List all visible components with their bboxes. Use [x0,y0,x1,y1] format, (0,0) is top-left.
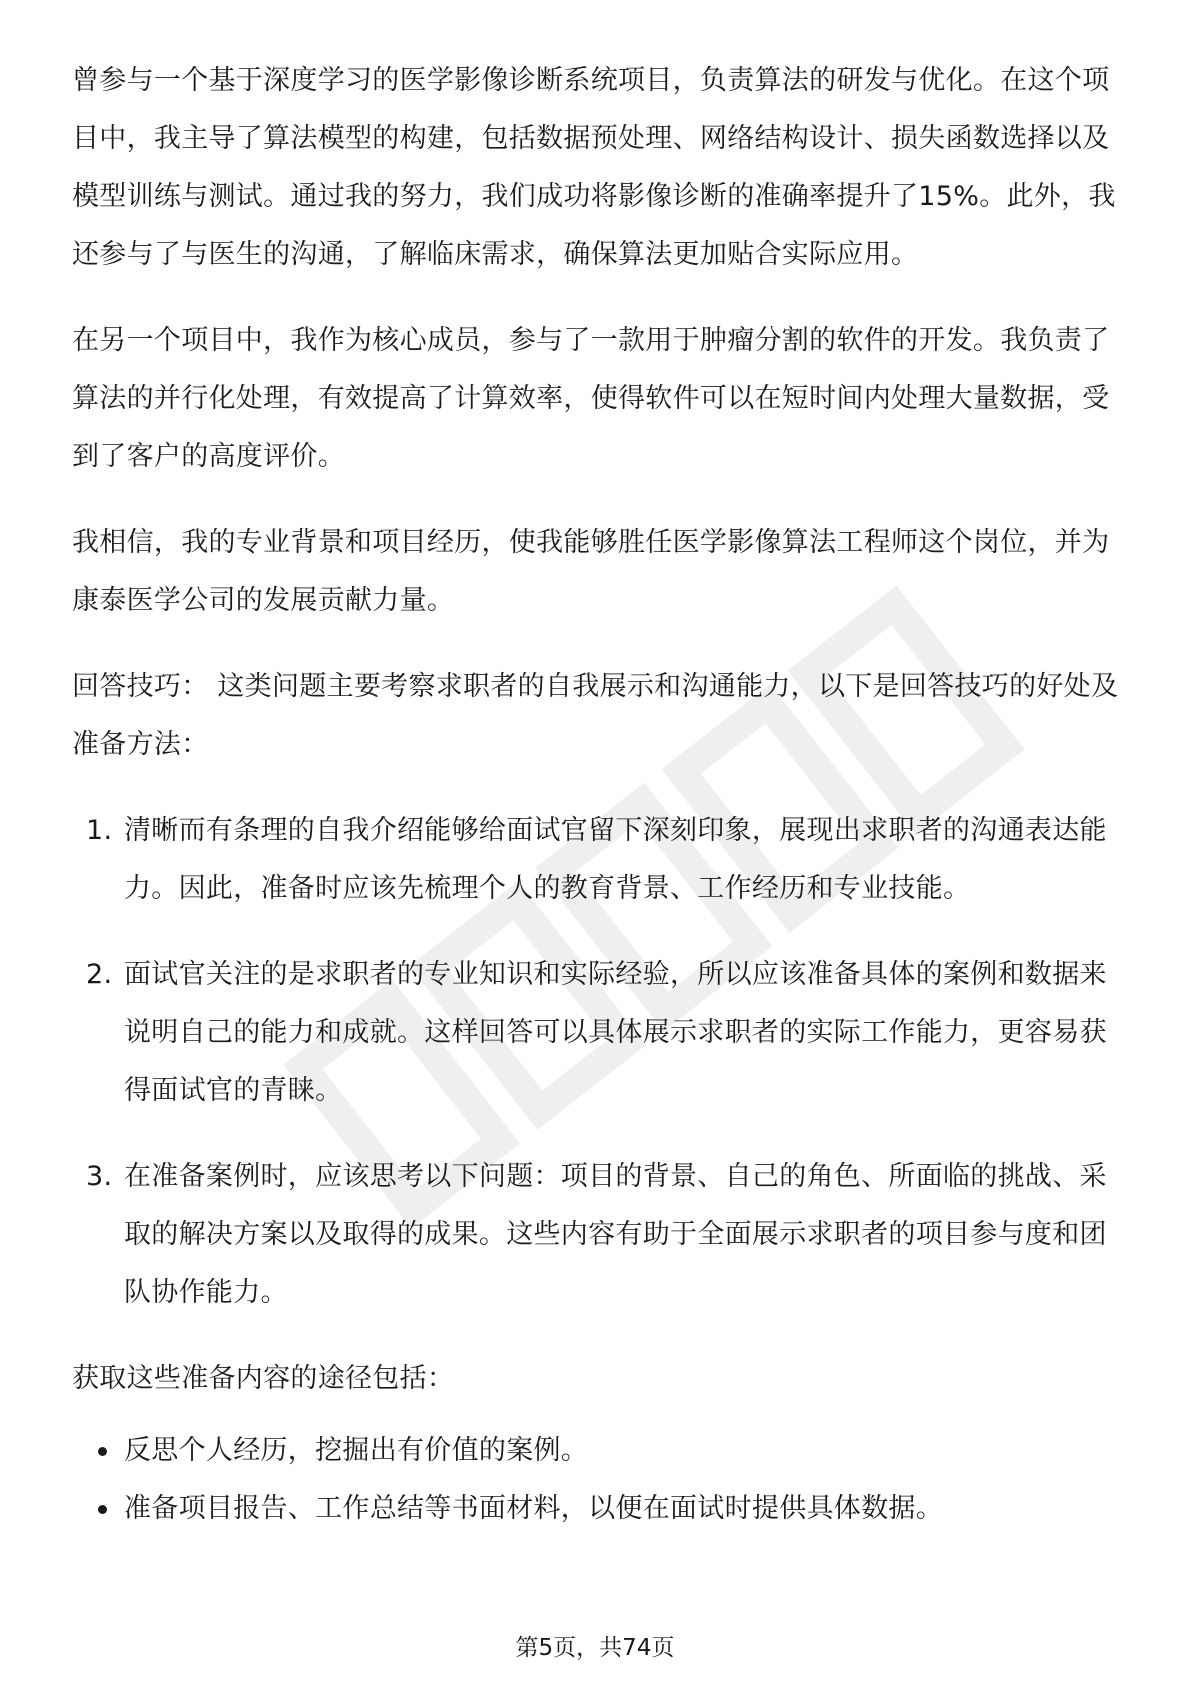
bullet-icon [98,1505,107,1514]
paragraph-project-2: 在另一个项目中，我作为核心成员，参与了一款用于肿瘤分割的软件的开发。我负责了算法的并行化处理，有效提高了计算效率，使得软件可以在短时间内处理大量数据，受到了客户的高度评价。 [72,325,1110,472]
list-item [72,1422,1122,1480]
list-item [72,1148,1122,1322]
page-number: 第5页，共74页 [515,1635,675,1661]
tips-list [72,802,1122,1322]
list-item-text: 准备项目报告、工作总结等书面材料，以便在面试时提供具体数据。 [124,1493,943,1524]
list-number: 1. [86,815,113,846]
list-item-text: 在准备案例时，应该思考以下问题：项目的背景、自己的角色、所面临的挑战、采取的解决方案以及取得的成果。这些内容有助于全面展示求职者的项目参与度和团队协作能力。 [124,1161,1107,1308]
paragraph-project-1: 曾参与一个基于深度学习的医学影像诊断系统项目，负责算法的研发与优化。在这个项目中，我主导了算法模型的构建，包括数据预处理、网络结构设计、损失函数选择以及模型训练与测试。通过我的努力，我们成功将影像诊断的准确率提升了15%。此外，我还参与了与医生的沟通，了解临床需求，确保算法更加贴合实际应用。 [72,65,1116,270]
list-item-text: 面试官关注的是求职者的专业知识和实际经验，所以应该准备具体的案例和数据来说明自己的能力和成就。这样回答可以具体展示求职者的实际工作能力，更容易获得面试官的青睐。 [124,959,1107,1106]
sources-list [72,1422,1122,1538]
paragraph-conclusion: 我相信，我的专业背景和项目经历，使我能够胜任医学影像算法工程师这个岗位，并为康泰医学公司的发展贡献力量。 [72,527,1110,616]
list-item [72,1480,1122,1538]
main-content [72,52,1122,1538]
list-item [72,802,1122,918]
list-item-text: 反思个人经历，挖掘出有价值的案例。 [124,1435,589,1466]
paragraph-sources-intro: 获取这些准备内容的途径包括： [72,1363,455,1394]
paragraph-tips-intro: 回答技巧： 这类问题主要考察求职者的自我展示和沟通能力，以下是回答技巧的好处及准备方法： [72,671,1119,760]
list-number: 3. [86,1161,113,1192]
bullet-icon [98,1447,107,1456]
list-number: 2. [86,959,113,990]
list-item-text: 清晰而有条理的自我介绍能够给面试官留下深刻印象，展现出求职者的沟通表达能力。因此，准备时应该先梳理个人的教育背景、工作经历和专业技能。 [124,815,1107,904]
list-item [72,946,1122,1120]
